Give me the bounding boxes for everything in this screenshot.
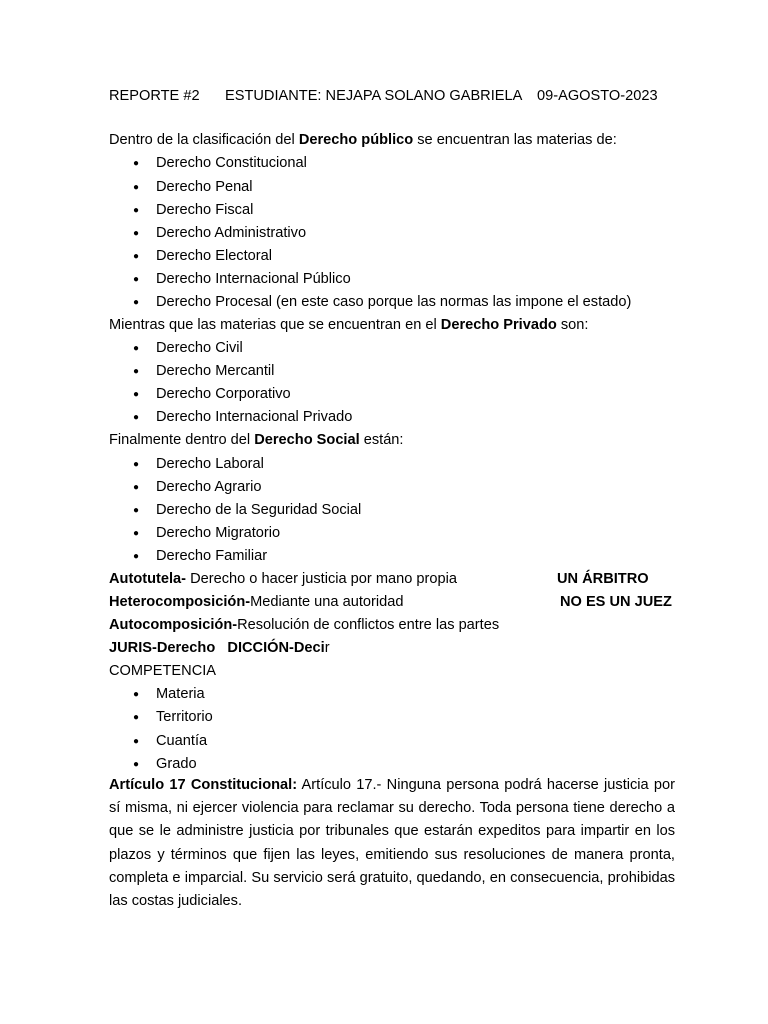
list-item: ● Derecho Fiscal [133, 202, 254, 218]
heterocomposicion-definition: Heterocomposición-Mediante una autoridad [109, 594, 404, 610]
jurisdiccion-line: JURIS-Derecho DICCIÓN-Decir [109, 640, 330, 656]
articulo-17-paragraph [109, 774, 675, 913]
list-item: ● Derecho Agrario [133, 479, 262, 495]
list-item: ● Derecho Internacional Público [133, 271, 351, 287]
report-number: REPORTE #2 [109, 88, 200, 104]
autotutela-definition: Autotutela- Derecho o hacer justicia por mano propia [109, 571, 457, 587]
autocomposicion-definition: Autocomposición-Resolución de conflictos entre las partes [109, 617, 500, 633]
list-item: ● Derecho Constitucional [133, 155, 307, 171]
list-item: ● Derecho Procesal (en este caso porque las normas las impone el estado) [133, 294, 632, 310]
list-item: ● Territorio [133, 709, 213, 725]
list-item: ● Derecho Internacional Privado [133, 409, 353, 425]
note-arbitro: UN ÁRBITRO [557, 571, 649, 587]
list-item: ● Derecho Corporativo [133, 386, 291, 402]
list-item: ● Derecho Mercantil [133, 363, 275, 379]
list-item: ● Cuantía [133, 733, 208, 749]
social-intro: Finalmente dentro del Derecho Social están: [109, 432, 404, 448]
list-item: ● Derecho Migratorio [133, 525, 281, 541]
list-item: ● Materia [133, 686, 205, 702]
list-item: ● Derecho Laboral [133, 456, 264, 472]
list-item: ● Derecho Administrativo [133, 225, 307, 241]
list-item: ● Derecho Penal [133, 179, 253, 195]
report-title [109, 87, 658, 105]
note-juez: NO ES UN JUEZ [560, 594, 672, 610]
articulo-label: Artículo 17 Constitucional: [109, 777, 298, 793]
competencia-title: COMPETENCIA [109, 663, 217, 679]
report-date: 09-AGOSTO-2023 [537, 88, 658, 104]
articulo-text: Artículo 17.- Ninguna persona podrá hacerse justicia por sí misma, ni ejercer violencia para reclamar su derecho. Toda persona tiene derecho a que se le administre justicia por tribunales que estarán expeditos para impartir en los plazos y términos que fijen las leyes, emitiendo sus resoluciones de manera pronta, completa e imparcial. Su servicio será gratuito, quedando, en consecuencia, prohibidas las costas judiciales. [109, 777, 675, 910]
privado-intro: Mientras que las materias que se encuentran en el Derecho Privado son: [109, 317, 589, 333]
list-item: ● Grado [133, 756, 197, 772]
publico-intro: Dentro de la clasificación del Derecho público se encuentran las materias de: [109, 132, 617, 148]
list-item: ● Derecho de la Seguridad Social [133, 502, 362, 518]
list-item: ● Derecho Civil [133, 340, 243, 356]
list-item: ● Derecho Electoral [133, 248, 272, 264]
student-name: ESTUDIANTE: NEJAPA SOLANO GABRIELA [225, 88, 523, 104]
list-item: ● Derecho Familiar [133, 548, 268, 564]
